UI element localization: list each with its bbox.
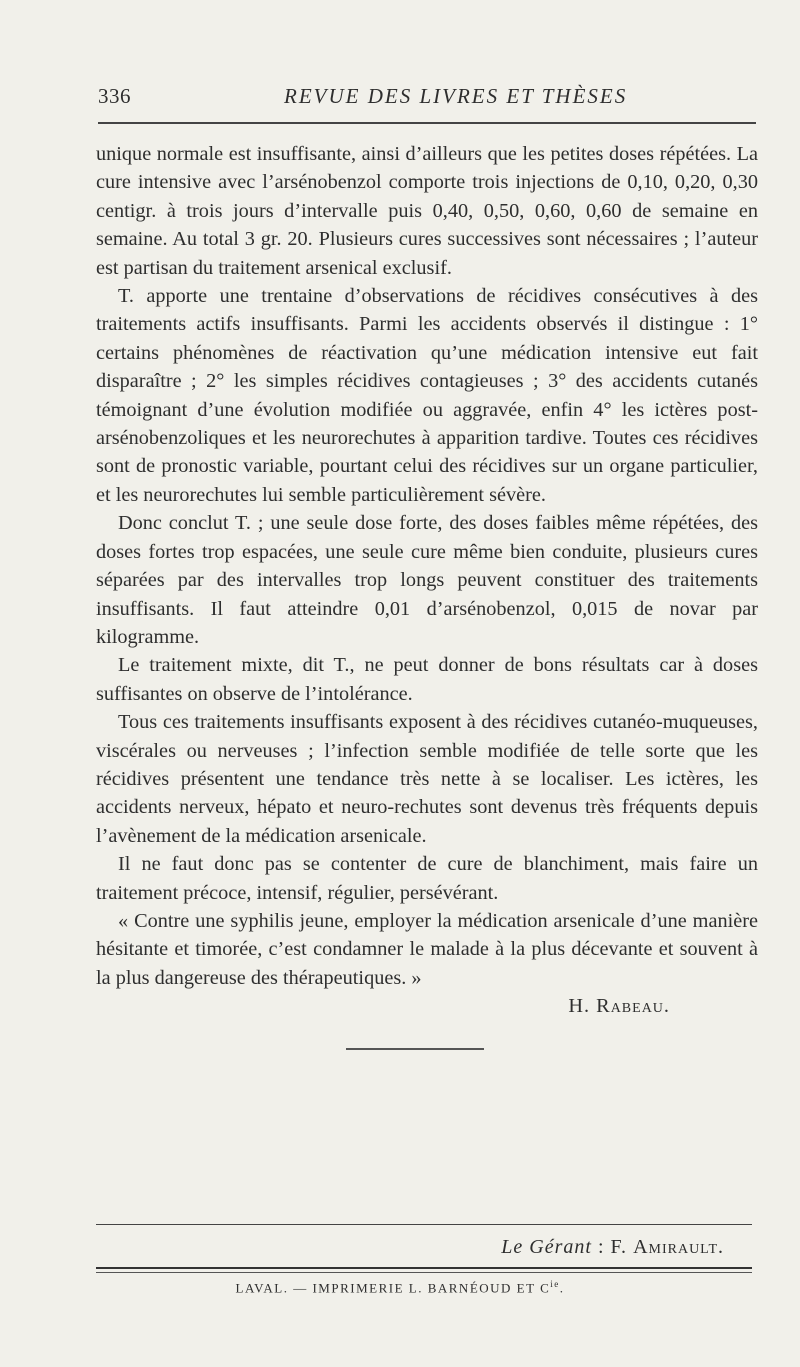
paragraph-2: T. apporte une trentaine d’observations de récidives consécutives à des traitements actifs insuffisants. Parmi les accidents observés il distingue : 1° certains phénomènes de réactivation qu’une médication intensive eut fait disparaître ; 2° les simples récidives contagieuses ; 3° des accidents cutanés témoignant d’une évolution modifiée ou aggravée, enfin 4° les ictères post-arsénobenzoliques et les neurorechutes à apparition tardive. Toutes ces récidives sont de pronostic variable, pourtant celui des récidives sur un organe particulier, et les neurorechutes lui semble particulièrement sévère.: [96, 285, 758, 506]
signature-name: Rabeau.: [596, 995, 670, 1018]
paragraph-5: Tous ces traitements insuffisants exposent à des récidives cutanéo-muqueuses, viscérales ou nerveuses ; l’infection semble modifiée de telle sorte que les récidives présentent une tendance très nette à se localiser. Les ictères, les accidents nerveux, hépato et neuro-rechutes sont devenus très fréquents depuis l’avènement de la médication arsenicale.: [96, 711, 758, 847]
gerant-separator: :: [591, 1236, 611, 1258]
gerant-label: Le Gérant: [501, 1236, 592, 1258]
footer-rule-top: [96, 1224, 752, 1225]
journal-title: REVUE DES LIVRES ET THÈSES: [284, 84, 628, 108]
header-rule: [98, 122, 756, 124]
imprint-superscript: ie: [550, 1279, 560, 1289]
paragraph-3: Donc conclut T. ; une seule dose forte, des doses faibles même répétées, des doses fortes trop espacées, une seule cure même bien conduite, plusieurs cures séparées par des intervalles trop longs peuvent constituer des traitements insuffisants. Il faut atteindre 0,01 d’arsénobenzol, 0,015 de novar par kilogramme.: [96, 512, 758, 648]
section-end-rule: [346, 1048, 484, 1050]
paragraph-4: Le traitement mixte, dit T., ne peut donner de bons résultats car à doses suffisantes on observe de l’intolérance.: [96, 654, 758, 705]
paragraph-6: Il ne faut donc pas se contenter de cure de blanchiment, mais faire un traitement précoce, intensif, régulier, persévérant.: [96, 853, 758, 904]
article-body: [96, 140, 758, 1021]
gerant-line: [501, 1236, 724, 1259]
gerant-name: Amirault.: [633, 1236, 724, 1258]
quote-paragraph: « Contre une syphilis jeune, employer la médication arsenicale d’une manière hésitante et timorée, c’est condamner le malade à la plus décevante et souvent à la plus dangereuse des thérapeutiques. »: [96, 909, 758, 989]
signature-initial: H.: [568, 995, 591, 1018]
paragraph-1: unique normale est insuffisante, ainsi d’ailleurs que les petites doses répétées. La cure intensive avec l’arsénobenzol comporte trois injections de 0,10, 0,20, 0,30 centigr. à trois jours d’intervalle puis 0,40, 0,50, 0,60, 0,60 de semaine en semaine. Au total 3 gr. 20. Plusieurs cures successives sont nécessaires ; l’auteur est partisan du traitement arsenical exclusif.: [96, 143, 758, 279]
imprint-end: .: [559, 1280, 565, 1296]
gerant-initial: F.: [610, 1236, 628, 1258]
printer-imprint: [0, 1279, 800, 1296]
footer-rule-thick: [96, 1267, 752, 1269]
author-signature: [96, 992, 758, 1020]
footer-rule-thin: [96, 1272, 752, 1273]
page-number: 336: [98, 84, 131, 108]
imprint-text: LAVAL. — IMPRIMERIE L. BARNÉOUD ET C: [235, 1280, 551, 1296]
running-head: [98, 84, 758, 112]
